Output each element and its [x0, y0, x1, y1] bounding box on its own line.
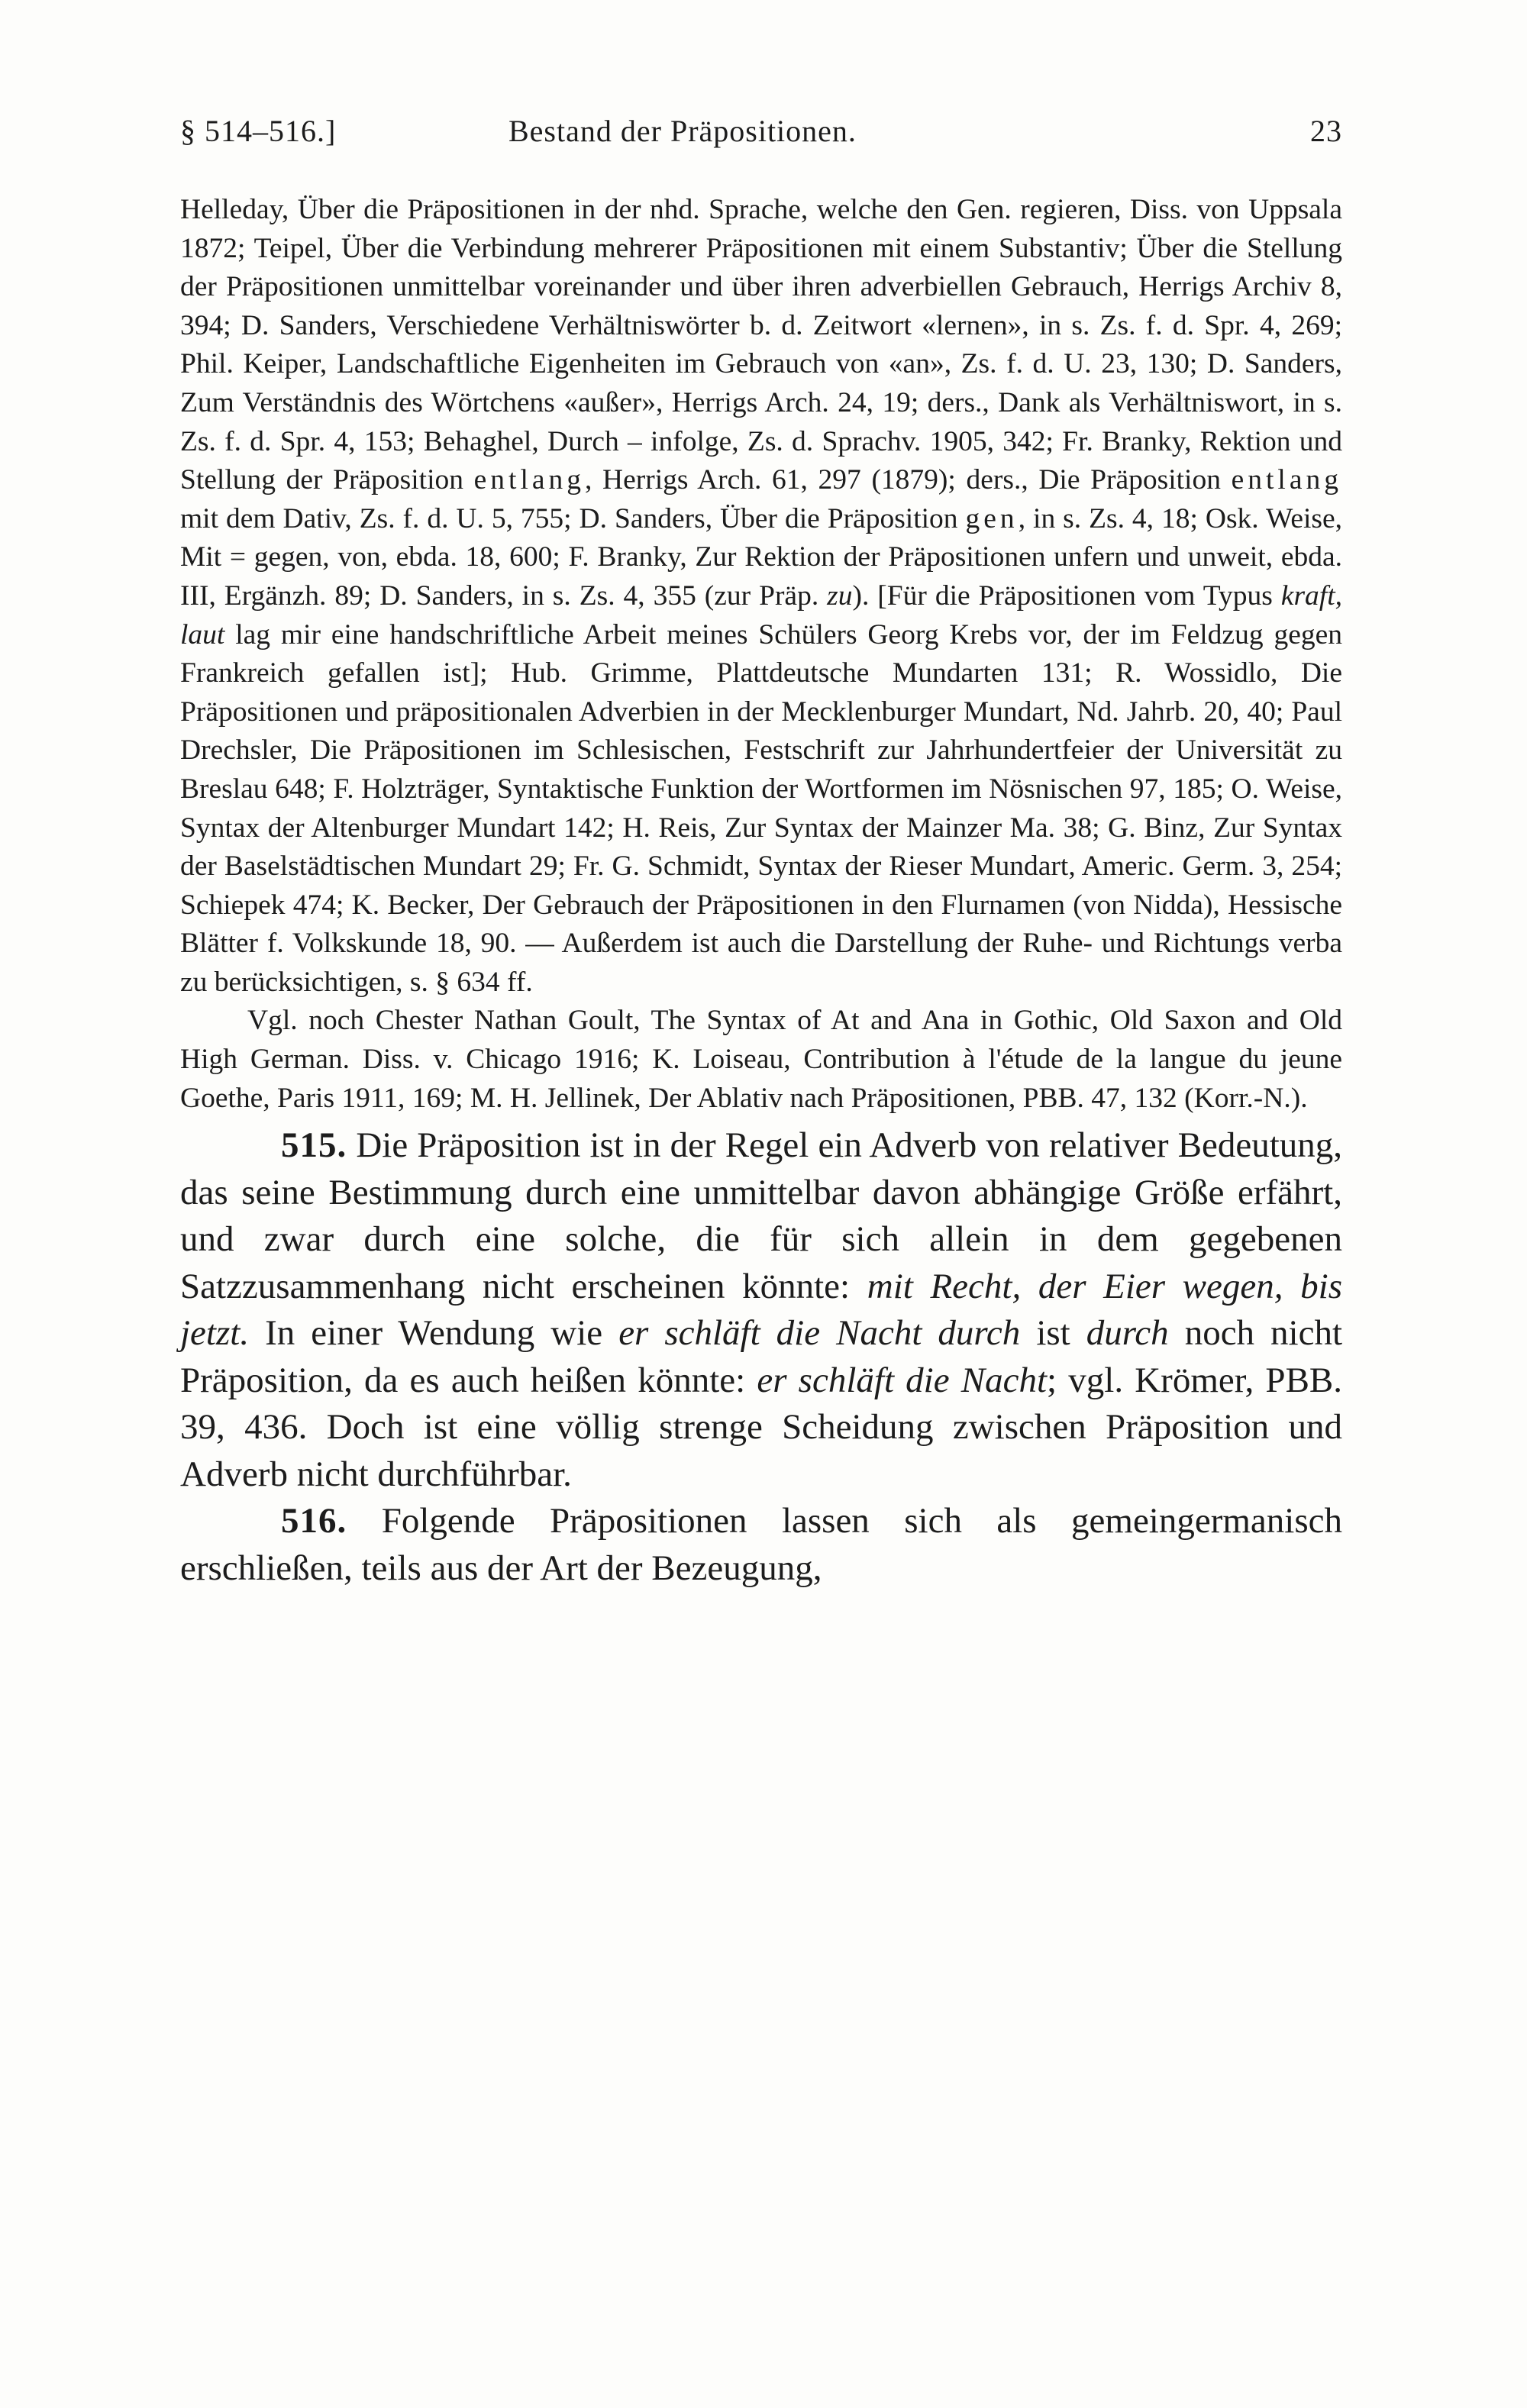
spaced-term: gen: [965, 502, 1019, 534]
bib-text: ). [Für die Präpositionen vom Typus: [852, 579, 1273, 612]
main-text: [180, 1122, 1342, 1592]
section-range: § 514–516.]: [180, 114, 337, 148]
bib-text: , in s. Zs. 4, 18; Osk. Weise, Mit = gegen, von, ebda. 18, 600; F. Branky, Zur Rektion der Präpositionen unfern und unweit, ebda. III, Ergänzh. 89; D. Sanders, in s. Zs. 4, 355 (zur Präp.: [180, 502, 1343, 612]
spaced-term: entlang: [473, 464, 586, 496]
page-number: 23: [1310, 114, 1342, 148]
section-number: 516.: [281, 1501, 347, 1541]
italic-term: kraft, laut: [180, 579, 1342, 650]
section-text: ist: [1036, 1313, 1070, 1354]
page-body: [180, 191, 1342, 1592]
section-text: ; vgl. Krömer, PBB. 39, 436. Doch ist eine völlig strenge Scheidung zwischen Präposition und Adverb nicht durchführbar.: [180, 1360, 1343, 1494]
section-text: In einer Wendung wie: [265, 1313, 603, 1354]
section-text: noch nicht Präposition, da es auch heißen könnte:: [180, 1313, 1343, 1400]
bib-text: Helleday, Über die Präpositionen in der nhd. Sprache, welche den Gen. regieren, Diss. von Uppsala 1872; Teipel, Über die Verbindung mehrerer Präpositionen mit einem Substantiv; Über die Stellung der Präpositionen unmittelbar voreinander und über ihren adverbiellen Gebrauch, Herrigs Archiv 8, 394; D. Sanders, Verschiedene Verhältniswörter b. d. Zeitwort «lernen», in s. Zs. f. d. Spr. 4, 269; Phil. Keiper, Landschaftliche Eigenheiten im Gebrauch von «an», Zs. f. d. U. 23, 130; D. Sanders, Zum Verständnis des Wörtchens «außer», Herrigs Arch. 24, 19; ders., Dank als Verhältniswort, in s. Zs. f. d. Spr. 4, 153; Behaghel, Durch – infolge, Zs. d. Sprachv. 1905, 342; Fr. Branky, Rektion und Stellung der Präposition: [180, 194, 1342, 496]
italic-term: zu: [827, 579, 853, 612]
bib-text: lag mir eine handschriftliche Arbeit meines Schülers Georg Krebs vor, der im Feldzug gegen Frankreich gefallen ist]; Hub. Grimme, Plattdeutsche Mundarten 131; R. Wossidlo, Die Präpositionen und präpositionalen Adverbien in der Mecklenburger Mundart, Nd. Jahrb. 20, 40; Paul Drechsler, Die Präpositionen im Schlesischen, Festschrift zur Jahrhundertfeier der Universität zu Breslau 648; F. Holzträger, Syntaktische Funktion der Wortformen im Nösnischen 97, 185; O. Weise, Syntax der Altenburger Mundart 142; H. Reis, Zur Syntax der Mainzer Ma. 38; G. Binz, Zur Syntax der Baselstädtischen Mundart 29; Fr. G. Schmidt, Syntax der Rieser Mundart, Americ. Germ. 3, 254; Schiepek 474; K. Becker, Der Gebrauch der Präpositionen in den Flurnamen (von Nidda), Hessische Blätter f. Volkskunde 18, 90. — Außerdem ist auch die Darstellung der Ruhe- und Richtungs verba zu berücksichtigen, s. § 634 ff.: [180, 618, 1342, 998]
example: er schläft die Nacht: [757, 1360, 1048, 1400]
section-text: Die Präposition ist in der Regel ein Adverb von relativer Bedeutung, das seine Bestimmung durch eine unmittelbar davon abhängige Größe erfährt, und zwar durch eine solche, die für sich allein in dem gegebenen Satzzusammenhang nicht erscheinen könnte:: [180, 1125, 1342, 1306]
example: mit Recht, der Eier wegen, bis jetzt.: [180, 1266, 1342, 1354]
bib-text: mit dem Dativ, Zs. f. d. U. 5, 755; D. Sanders, Über die Präposition: [180, 502, 958, 534]
section-text: Folgende Präpositionen lassen sich als gemeingermanisch erschließen, teils aus der Art der Bezeugung,: [180, 1501, 1343, 1588]
example: er schläft die Nacht durch: [618, 1313, 1021, 1354]
bib-text: , Herrigs Arch. 61, 297 (1879); ders., Die Präposition: [585, 464, 1221, 496]
section-516: [180, 1498, 1342, 1592]
spaced-term: entlang: [1231, 464, 1342, 496]
running-title: Bestand der Präpositionen.: [508, 114, 857, 148]
section-number: 515.: [281, 1125, 347, 1166]
example: durch: [1086, 1313, 1169, 1354]
bibliography-paragraph: Vgl. noch Chester Nathan Goult, The Syntax of At and Ana in Gothic, Old Saxon and Old High German. Diss. v. Chicago 1916; K. Loiseau, Contribution à l'étude de la langue du jeune Goethe, Paris 1911, 169; M. H. Jellinek, Der Ablativ nach Präpositionen, PBB. 47, 132 (Korr.-N.).: [180, 1005, 1342, 1114]
bibliography-paragraph: [180, 191, 1342, 1002]
running-header: [180, 113, 1342, 159]
bibliography: [180, 191, 1342, 1118]
section-515: [180, 1122, 1342, 1498]
